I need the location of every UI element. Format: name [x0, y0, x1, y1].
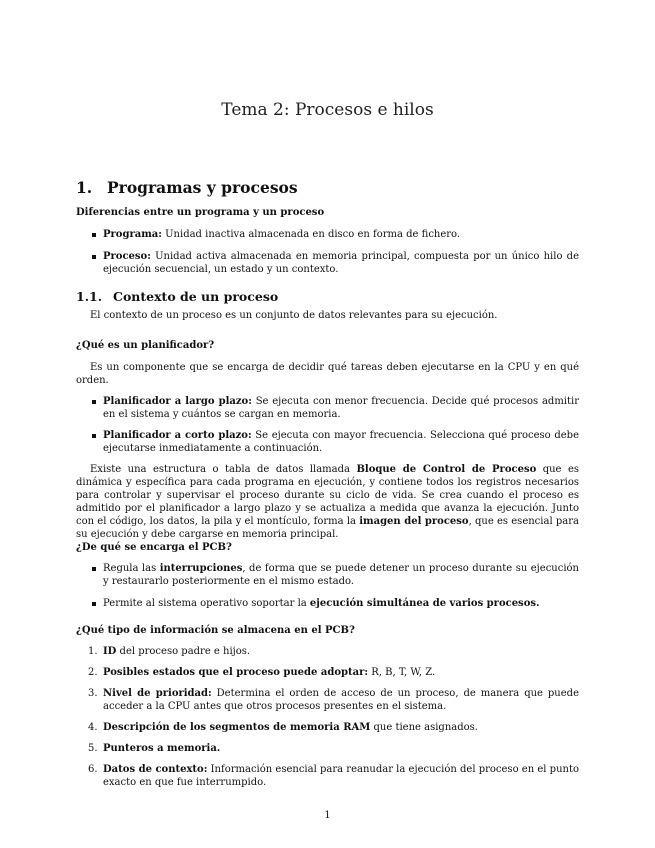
item-text: que tiene asignados. — [370, 722, 478, 733]
bold-term: interrupciones — [159, 563, 243, 574]
item-number: 5. — [88, 743, 98, 754]
item-number: 2. — [88, 667, 98, 678]
context-section — [76, 290, 579, 322]
page-title: Tema 2: Procesos e hilos — [221, 100, 434, 120]
list-item — [76, 687, 579, 713]
item-text: del proceso padre e hijos. — [116, 646, 251, 657]
item-label: Planificador a largo plazo: — [103, 396, 252, 407]
section-heading — [76, 178, 298, 197]
section-title: Programas y procesos — [107, 178, 298, 197]
pcb-tasks-list — [76, 562, 579, 610]
differences-block — [76, 206, 579, 276]
list-item — [76, 742, 579, 755]
list-item — [76, 763, 579, 789]
pcb-info-question: ¿Qué tipo de información se almacena en el PCB? — [76, 625, 355, 636]
scheduler-definition: Es un componente que se encarga de decidir qué tareas deben ejecutarse en la CPU y en qué orden. — [76, 362, 579, 386]
differences-list — [76, 228, 579, 276]
list-item — [76, 666, 579, 679]
differences-heading: Diferencias entre un programa y un proceso — [76, 207, 325, 218]
item-text: Determina el orden de acceso de un proceso, de manera que puede acceder a la CPU antes que otros procesos presentes en el sistema. — [103, 688, 579, 712]
item-label: Posibles estados que el proceso puede adoptar: — [103, 667, 369, 678]
text-run: Regula las — [103, 563, 160, 574]
list-item — [76, 395, 579, 421]
pcb-tasks-question: ¿De qué se encarga el PCB? — [76, 542, 232, 553]
item-label: Descripción de los segmentos de memoria RAM — [103, 722, 371, 733]
item-label: ID — [103, 646, 117, 657]
item-label: Datos de contexto: — [103, 764, 208, 775]
text-run: , que es esencial para su ejecución y debe cargarse en memoria principal. — [76, 516, 579, 540]
bold-term: imagen del proceso — [359, 516, 469, 527]
item-label: Planificador a corto plazo: — [103, 430, 252, 441]
item-text: R, B, T, W, Z. — [368, 667, 436, 678]
item-label: Nivel de prioridad: — [103, 688, 212, 699]
item-number: 6. — [88, 764, 98, 775]
pcb-paragraph — [76, 463, 579, 541]
bold-term: Bloque de Control de Proceso — [356, 464, 537, 475]
item-text: Se ejecuta con mayor frecuencia. Selecciona qué proceso debe ejecutarse inmediatamente a continuación. — [103, 430, 579, 454]
list-item — [76, 721, 579, 734]
page-number: 1 — [324, 810, 331, 821]
pcb-tasks-block — [76, 541, 579, 610]
item-label: Programa: — [103, 229, 162, 240]
section-number: 1. — [76, 178, 93, 197]
item-number: 3. — [88, 688, 98, 699]
list-item — [76, 562, 579, 588]
item-text: Unidad inactiva almacenada en disco en forma de fichero. — [161, 229, 461, 240]
subsection-title: Contexto de un proceso — [113, 289, 279, 304]
item-number: 4. — [88, 722, 98, 733]
list-item — [76, 250, 579, 276]
list-item — [76, 645, 579, 658]
item-text: Se ejecuta con menor frecuencia. Decide qué procesos admitir en el sistema y cuántos se cargan en memoria. — [103, 396, 579, 420]
text-run: que es dinámica y específica para cada programa en ejecución, y contiene todos los registros necesarios para controlar y supervisar el proceso durante su ciclo de vida. Se crea cuando el proceso es admitido por el planificador a largo plazo y se actualiza a medida que avanza la ejecución. Junto con el código, los datos, la pila y el montículo, forma la — [76, 464, 579, 527]
pcb-info-list — [76, 645, 579, 789]
scheduler-list — [76, 395, 579, 455]
subsection-number: 1.1. — [76, 289, 103, 304]
item-text: Unidad activa almacenada en memoria principal, compuesta por un único hilo de ejecución secuencial, un estado y un contexto. — [103, 251, 579, 275]
scheduler-block — [76, 339, 579, 541]
list-item — [76, 429, 579, 455]
list-item — [76, 597, 579, 610]
context-intro: El contexto de un proceso es un conjunto de datos relevantes para su ejecución. — [90, 310, 498, 321]
pcb-info-block — [76, 624, 579, 789]
item-label: Proceso: — [103, 251, 151, 262]
text-run: , de forma que se puede detener un proceso durante su ejecución y restaurarlo posteriormente en el mismo estado. — [103, 563, 579, 587]
text-run: Existe una estructura o tabla de datos llamada — [90, 464, 357, 475]
text-run: Permite al sistema operativo soportar la — [103, 598, 310, 609]
scheduler-question: ¿Qué es un planificador? — [76, 340, 215, 351]
item-text: Información esencial para reanudar la ejecución del proceso en el punto exacto en que fue interrumpido. — [103, 764, 580, 788]
list-item — [76, 228, 579, 241]
subsection-heading — [76, 290, 579, 303]
item-label: Punteros a memoria. — [103, 743, 221, 754]
bold-term: ejecución simultánea de varios procesos. — [309, 598, 540, 609]
item-number: 1. — [88, 646, 98, 657]
